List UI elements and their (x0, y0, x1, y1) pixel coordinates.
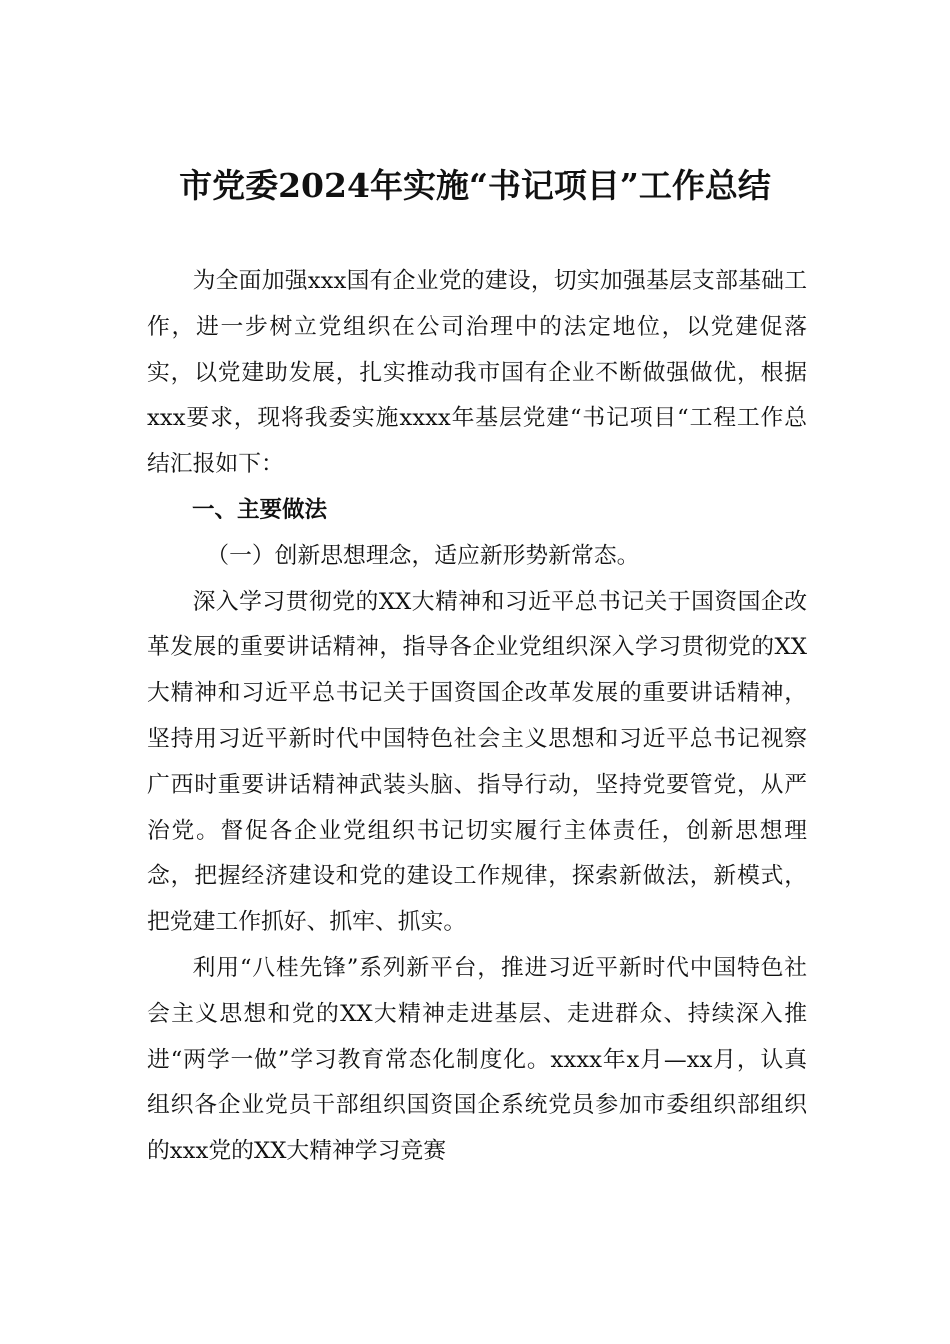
body-paragraph: 利用“八桂先锋”系列新平台，推进习近平新时代中国特色社会主义思想和党的XX大精神走进基层、走进群众、持续深入推进“两学一做”学习教育常态化制度化。xxxx年x月—xx月，认真组织各企业党员干部组织国资国企系统党员参加市委组织部组织的xxx党的XX大精神学习竞赛 (147, 954, 807, 1165)
document-body (147, 259, 807, 1175)
intro-paragraph: 为全面加强xxx国有企业党的建设，切实加强基层支部基础工作，进一步树立党组织在公司治理中的法定地位，以党建促落实，以党建助发展，扎实推动我市国有企业不断做强做优，根据xxx要求，现将我委实施xxxx年基层党建“书记项目“工程工作总结汇报如下： (147, 268, 807, 478)
section-heading-main-practices: 一、主要做法 (192, 496, 328, 523)
subsection-heading-innovation: （一）创新思想理念，适应新形势新常态。 (206, 542, 640, 569)
body-paragraph: 深入学习贯彻党的XX大精神和习近平总书记关于国资国企改革发展的重要讲话精神，指导各企业党组织深入学习贯彻党的XX大精神和习近平总书记关于国资国企改革发展的重要讲话精神，坚持用习近平新时代中国特色社会主义思想和习近平总书记视察广西时重要讲话精神武装头脑、指导行动，坚持党要管党，从严治党。督促各企业党组织书记切实履行主体责任，创新思想理念，把握经济建设和党的建设工作规律，探索新做法，新模式，把党建工作抓好、抓牢、抓实。 (147, 588, 807, 936)
document-title: 市党委2024年实施“书记项目”工作总结 (179, 166, 771, 205)
